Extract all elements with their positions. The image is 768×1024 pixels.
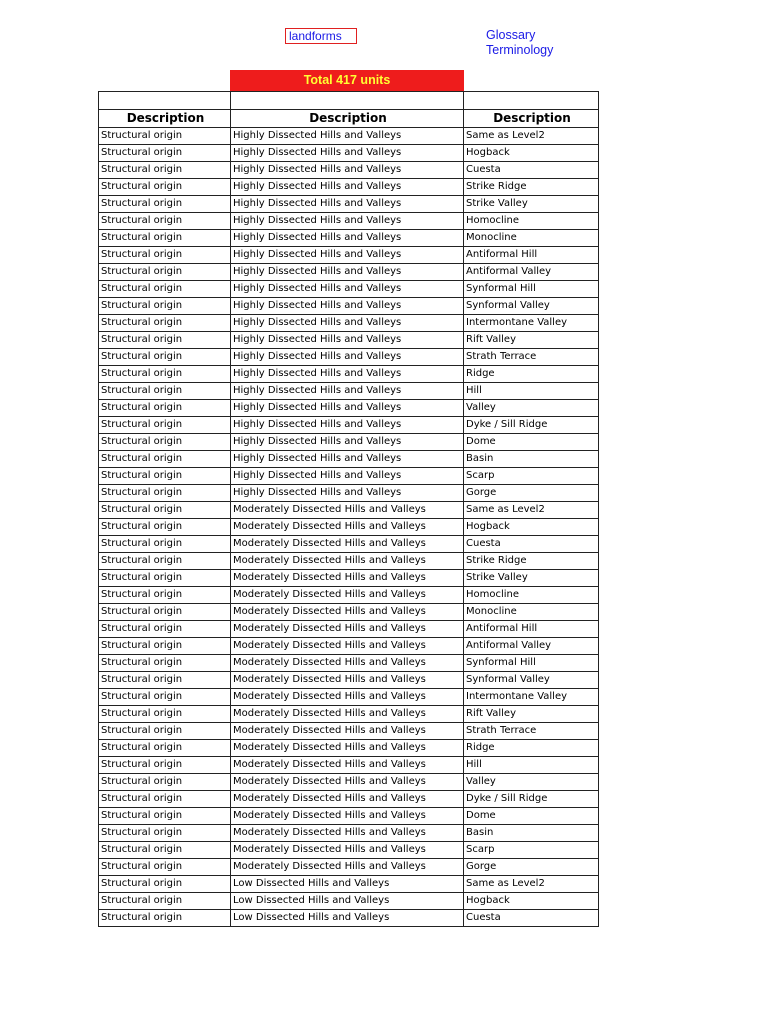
table-cell: Monocline: [464, 230, 599, 247]
table-cell: Scarp: [464, 842, 599, 859]
table-cell: Homocline: [464, 587, 599, 604]
table-cell: Moderately Dissected Hills and Valleys: [231, 587, 464, 604]
table-cell: Antiformal Valley: [464, 264, 599, 281]
table-cell: Structural origin: [99, 910, 231, 927]
table-cell: Structural origin: [99, 536, 231, 553]
table-row: [99, 587, 599, 604]
table-cell: Structural origin: [99, 213, 231, 230]
table-cell: Structural origin: [99, 808, 231, 825]
total-units-banner: Total 417 units: [230, 70, 464, 91]
glossary-link-line1[interactable]: Glossary: [486, 28, 536, 42]
table-row: [99, 230, 599, 247]
table-cell: Highly Dissected Hills and Valleys: [231, 162, 464, 179]
table-cell: Basin: [464, 825, 599, 842]
table-cell: Highly Dissected Hills and Valleys: [231, 383, 464, 400]
table-cell: Highly Dissected Hills and Valleys: [231, 179, 464, 196]
table-cell: Rift Valley: [464, 332, 599, 349]
table-cell: Strath Terrace: [464, 349, 599, 366]
glossary-link[interactable]: [486, 28, 553, 58]
table-cell: Moderately Dissected Hills and Valleys: [231, 740, 464, 757]
table-cell: Hogback: [464, 145, 599, 162]
table-cell: Structural origin: [99, 264, 231, 281]
table-row: [99, 791, 599, 808]
blank-row: [99, 92, 599, 110]
table-row: [99, 553, 599, 570]
table-row: [99, 774, 599, 791]
table-cell: Moderately Dissected Hills and Valleys: [231, 519, 464, 536]
table-row: [99, 723, 599, 740]
table-row: [99, 842, 599, 859]
table-row: [99, 638, 599, 655]
table-cell: Moderately Dissected Hills and Valleys: [231, 553, 464, 570]
table-row: [99, 162, 599, 179]
table-row: [99, 128, 599, 145]
table-cell: Structural origin: [99, 179, 231, 196]
table-cell: Synformal Valley: [464, 672, 599, 689]
table-cell: Structural origin: [99, 587, 231, 604]
table-row: [99, 315, 599, 332]
table-row: [99, 366, 599, 383]
column-header: Description: [464, 110, 599, 128]
table-cell: Highly Dissected Hills and Valleys: [231, 247, 464, 264]
table-row: [99, 893, 599, 910]
table-row: [99, 876, 599, 893]
table-cell: Structural origin: [99, 230, 231, 247]
table-cell: Dyke / Sill Ridge: [464, 791, 599, 808]
table-cell: Strike Ridge: [464, 553, 599, 570]
table-cell: Synformal Hill: [464, 281, 599, 298]
table-cell: Strath Terrace: [464, 723, 599, 740]
table-row: [99, 434, 599, 451]
table-row: [99, 706, 599, 723]
table-cell: Structural origin: [99, 383, 231, 400]
table-row: [99, 264, 599, 281]
table-cell: Strike Ridge: [464, 179, 599, 196]
landform-table: [98, 91, 599, 927]
table-cell: Moderately Dissected Hills and Valleys: [231, 638, 464, 655]
table-cell: Structural origin: [99, 349, 231, 366]
table-row: [99, 519, 599, 536]
table-cell: Structural origin: [99, 638, 231, 655]
table-cell: Structural origin: [99, 893, 231, 910]
table-cell: Moderately Dissected Hills and Valleys: [231, 672, 464, 689]
table-cell: Highly Dissected Hills and Valleys: [231, 485, 464, 502]
table-cell: Highly Dissected Hills and Valleys: [231, 417, 464, 434]
table-row: [99, 655, 599, 672]
table-row: [99, 757, 599, 774]
table-row: [99, 536, 599, 553]
table-cell: Moderately Dissected Hills and Valleys: [231, 502, 464, 519]
table-cell: Structural origin: [99, 502, 231, 519]
table-cell: Gorge: [464, 485, 599, 502]
table-row: [99, 672, 599, 689]
table-row: [99, 298, 599, 315]
table-cell: Moderately Dissected Hills and Valleys: [231, 842, 464, 859]
table-cell: Highly Dissected Hills and Valleys: [231, 349, 464, 366]
table-cell: Structural origin: [99, 468, 231, 485]
table-cell: Intermontane Valley: [464, 315, 599, 332]
table-cell: Structural origin: [99, 621, 231, 638]
column-header: Description: [231, 110, 464, 128]
table-cell: Synformal Valley: [464, 298, 599, 315]
table-cell: Hill: [464, 383, 599, 400]
table-cell: Highly Dissected Hills and Valleys: [231, 145, 464, 162]
table-cell: Scarp: [464, 468, 599, 485]
blank-cell: [464, 92, 599, 110]
table-cell: Moderately Dissected Hills and Valleys: [231, 808, 464, 825]
table-cell: Rift Valley: [464, 706, 599, 723]
table-cell: Structural origin: [99, 672, 231, 689]
table-cell: Moderately Dissected Hills and Valleys: [231, 859, 464, 876]
table-row: [99, 196, 599, 213]
table-row: [99, 570, 599, 587]
table-cell: Highly Dissected Hills and Valleys: [231, 434, 464, 451]
table-cell: Moderately Dissected Hills and Valleys: [231, 570, 464, 587]
table-cell: Moderately Dissected Hills and Valleys: [231, 757, 464, 774]
column-header: Description: [99, 110, 231, 128]
table-cell: Structural origin: [99, 519, 231, 536]
table-row: [99, 332, 599, 349]
table-cell: Structural origin: [99, 485, 231, 502]
table-row: [99, 910, 599, 927]
table-cell: Structural origin: [99, 604, 231, 621]
table-cell: Structural origin: [99, 553, 231, 570]
table-cell: Structural origin: [99, 128, 231, 145]
table-cell: Moderately Dissected Hills and Valleys: [231, 825, 464, 842]
table-cell: Highly Dissected Hills and Valleys: [231, 281, 464, 298]
table-cell: Highly Dissected Hills and Valleys: [231, 332, 464, 349]
table-cell: Moderately Dissected Hills and Valleys: [231, 621, 464, 638]
table-cell: Moderately Dissected Hills and Valleys: [231, 791, 464, 808]
table-cell: Structural origin: [99, 366, 231, 383]
table-cell: Hogback: [464, 893, 599, 910]
table-cell: Highly Dissected Hills and Valleys: [231, 196, 464, 213]
table-cell: Moderately Dissected Hills and Valleys: [231, 689, 464, 706]
table-cell: Hogback: [464, 519, 599, 536]
table-row: [99, 485, 599, 502]
blank-cell: [231, 92, 464, 110]
table-row: [99, 349, 599, 366]
table-cell: Dome: [464, 434, 599, 451]
table-cell: Structural origin: [99, 825, 231, 842]
table-cell: Basin: [464, 451, 599, 468]
table-cell: Highly Dissected Hills and Valleys: [231, 468, 464, 485]
table-cell: Highly Dissected Hills and Valleys: [231, 400, 464, 417]
table-cell: Structural origin: [99, 859, 231, 876]
glossary-link-line2[interactable]: Terminology: [486, 43, 554, 57]
table-cell: Structural origin: [99, 162, 231, 179]
table-cell: Structural origin: [99, 842, 231, 859]
table-cell: Low Dissected Hills and Valleys: [231, 910, 464, 927]
table-cell: Low Dissected Hills and Valleys: [231, 876, 464, 893]
table-cell: Moderately Dissected Hills and Valleys: [231, 723, 464, 740]
table-cell: Structural origin: [99, 451, 231, 468]
table-row: [99, 247, 599, 264]
table-cell: Antiformal Valley: [464, 638, 599, 655]
table-row: [99, 417, 599, 434]
table-cell: Structural origin: [99, 723, 231, 740]
table-cell: Intermontane Valley: [464, 689, 599, 706]
table-cell: Structural origin: [99, 196, 231, 213]
table-cell: Ridge: [464, 740, 599, 757]
table-row: [99, 383, 599, 400]
table-row: [99, 400, 599, 417]
landforms-link[interactable]: landforms: [285, 28, 357, 44]
table-row: [99, 451, 599, 468]
table-cell: Strike Valley: [464, 196, 599, 213]
table-cell: Structural origin: [99, 689, 231, 706]
table-cell: Same as Level2: [464, 128, 599, 145]
table-cell: Highly Dissected Hills and Valleys: [231, 315, 464, 332]
table-cell: Structural origin: [99, 400, 231, 417]
table-cell: Highly Dissected Hills and Valleys: [231, 128, 464, 145]
header-row: [99, 110, 599, 128]
table-cell: Structural origin: [99, 876, 231, 893]
table-row: [99, 859, 599, 876]
table-cell: Homocline: [464, 213, 599, 230]
table-cell: Structural origin: [99, 740, 231, 757]
table-row: [99, 468, 599, 485]
table-row: [99, 502, 599, 519]
table-cell: Structural origin: [99, 247, 231, 264]
table-cell: Valley: [464, 774, 599, 791]
table-cell: Antiformal Hill: [464, 247, 599, 264]
table-cell: Cuesta: [464, 162, 599, 179]
table-cell: Hill: [464, 757, 599, 774]
table-cell: Highly Dissected Hills and Valleys: [231, 451, 464, 468]
table-cell: Cuesta: [464, 536, 599, 553]
table-cell: Moderately Dissected Hills and Valleys: [231, 604, 464, 621]
table-cell: Structural origin: [99, 774, 231, 791]
table-cell: Moderately Dissected Hills and Valleys: [231, 655, 464, 672]
table-row: [99, 621, 599, 638]
table-row: [99, 281, 599, 298]
table-cell: Structural origin: [99, 417, 231, 434]
table-row: [99, 604, 599, 621]
table-cell: Structural origin: [99, 655, 231, 672]
blank-cell: [99, 92, 231, 110]
table-cell: Structural origin: [99, 281, 231, 298]
table-cell: Cuesta: [464, 910, 599, 927]
table-row: [99, 740, 599, 757]
table-cell: Ridge: [464, 366, 599, 383]
table-cell: Highly Dissected Hills and Valleys: [231, 298, 464, 315]
table-cell: Structural origin: [99, 298, 231, 315]
table-row: [99, 689, 599, 706]
table-cell: Antiformal Hill: [464, 621, 599, 638]
table-row: [99, 825, 599, 842]
table-cell: Dyke / Sill Ridge: [464, 417, 599, 434]
table-cell: Structural origin: [99, 706, 231, 723]
table-row: [99, 179, 599, 196]
table-cell: Strike Valley: [464, 570, 599, 587]
table-cell: Synformal Hill: [464, 655, 599, 672]
table-cell: Structural origin: [99, 145, 231, 162]
table-cell: Dome: [464, 808, 599, 825]
table-cell: Structural origin: [99, 570, 231, 587]
table-cell: Same as Level2: [464, 502, 599, 519]
table-cell: Moderately Dissected Hills and Valleys: [231, 536, 464, 553]
table-cell: Highly Dissected Hills and Valleys: [231, 264, 464, 281]
table-cell: Gorge: [464, 859, 599, 876]
table-row: [99, 213, 599, 230]
table-cell: Structural origin: [99, 791, 231, 808]
table-cell: Moderately Dissected Hills and Valleys: [231, 774, 464, 791]
table-cell: Low Dissected Hills and Valleys: [231, 893, 464, 910]
table-cell: Structural origin: [99, 315, 231, 332]
table-cell: Highly Dissected Hills and Valleys: [231, 366, 464, 383]
table-cell: Moderately Dissected Hills and Valleys: [231, 706, 464, 723]
table-row: [99, 808, 599, 825]
table-cell: Same as Level2: [464, 876, 599, 893]
table-cell: Monocline: [464, 604, 599, 621]
table-cell: Structural origin: [99, 434, 231, 451]
table-cell: Valley: [464, 400, 599, 417]
table-cell: Structural origin: [99, 757, 231, 774]
table-cell: Highly Dissected Hills and Valleys: [231, 213, 464, 230]
table-row: [99, 145, 599, 162]
table-cell: Structural origin: [99, 332, 231, 349]
table-cell: Highly Dissected Hills and Valleys: [231, 230, 464, 247]
